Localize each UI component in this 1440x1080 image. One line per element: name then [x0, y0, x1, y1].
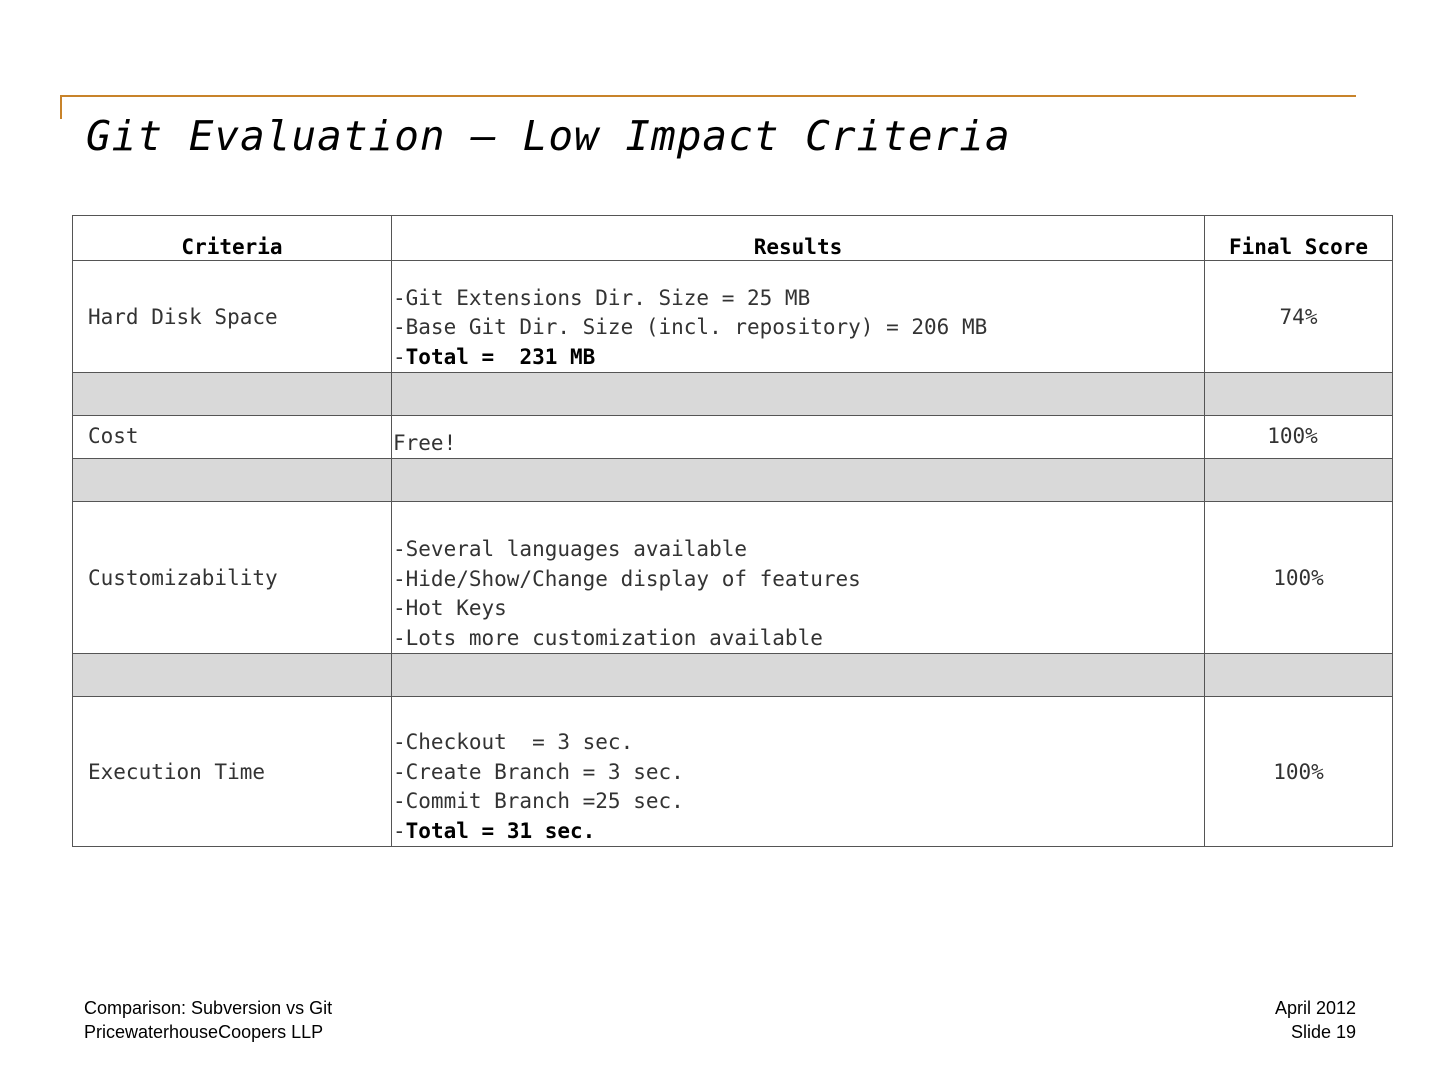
final-score-cell: 100% [1205, 502, 1393, 654]
footer-presentation-title: Comparison: Subversion vs Git [84, 998, 333, 1018]
separator-row [73, 654, 1393, 697]
header-results: Results [392, 216, 1205, 261]
total-value: 31 sec. [506, 818, 596, 843]
results-cell [392, 502, 1205, 654]
final-score-cell: 74% [1205, 261, 1393, 373]
result-line: -Commit Branch =25 sec. [393, 789, 684, 813]
header-final-score: Final Score [1205, 216, 1393, 261]
total-value: 231 MB [519, 344, 596, 369]
total-line [393, 817, 1204, 847]
results-cell [392, 261, 1205, 373]
result-line: -Hot Keys [393, 596, 507, 620]
criteria-cell: Customizability [73, 502, 392, 654]
table-row [73, 416, 1393, 459]
result-line: -Git Extensions Dir. Size = 25 MB [393, 285, 811, 310]
total-prefix: - [393, 344, 406, 369]
slide-title: Git Evaluation — Low Impact Criteria [86, 112, 1011, 160]
footer-date: April 2012 [1274, 998, 1356, 1018]
title-frame-left-rule [60, 95, 62, 119]
total-label: Total = [405, 818, 507, 843]
results-cell [392, 416, 1205, 459]
table-header-row [73, 216, 1393, 261]
result-line: Free! [393, 430, 457, 455]
table-row [73, 697, 1393, 847]
result-line: -Several languages available [393, 537, 748, 561]
result-line: -Lots more customization available [393, 625, 823, 650]
criteria-cell: Hard Disk Space [73, 261, 392, 373]
separator-row [73, 373, 1393, 416]
footer-left [84, 996, 332, 1044]
criteria-table [72, 215, 1393, 847]
total-label: Total = [405, 344, 520, 369]
total-line [393, 343, 1204, 373]
final-score-cell: 100% [1205, 416, 1393, 459]
criteria-cell: Execution Time [73, 697, 392, 847]
final-score-cell: 100% [1205, 697, 1393, 847]
results-cell [392, 697, 1205, 847]
table-row [73, 261, 1393, 373]
table-row [73, 502, 1393, 654]
total-prefix: - [393, 818, 406, 843]
footer-slide-number: Slide 19 [1290, 1022, 1356, 1042]
title-frame-top-rule [60, 95, 1356, 97]
result-line: -Base Git Dir. Size (incl. repository) = 206 MB [393, 315, 988, 339]
header-criteria: Criteria [73, 216, 392, 261]
footer-company: PricewaterhouseCoopers LLP [84, 1022, 324, 1042]
separator-row [73, 459, 1393, 502]
footer-right [1275, 996, 1356, 1044]
result-line: -Checkout = 3 sec. [393, 730, 634, 754]
result-line: -Create Branch = 3 sec. [393, 759, 684, 784]
result-line: -Hide/Show/Change display of features [393, 566, 861, 591]
criteria-cell: Cost [73, 416, 392, 459]
